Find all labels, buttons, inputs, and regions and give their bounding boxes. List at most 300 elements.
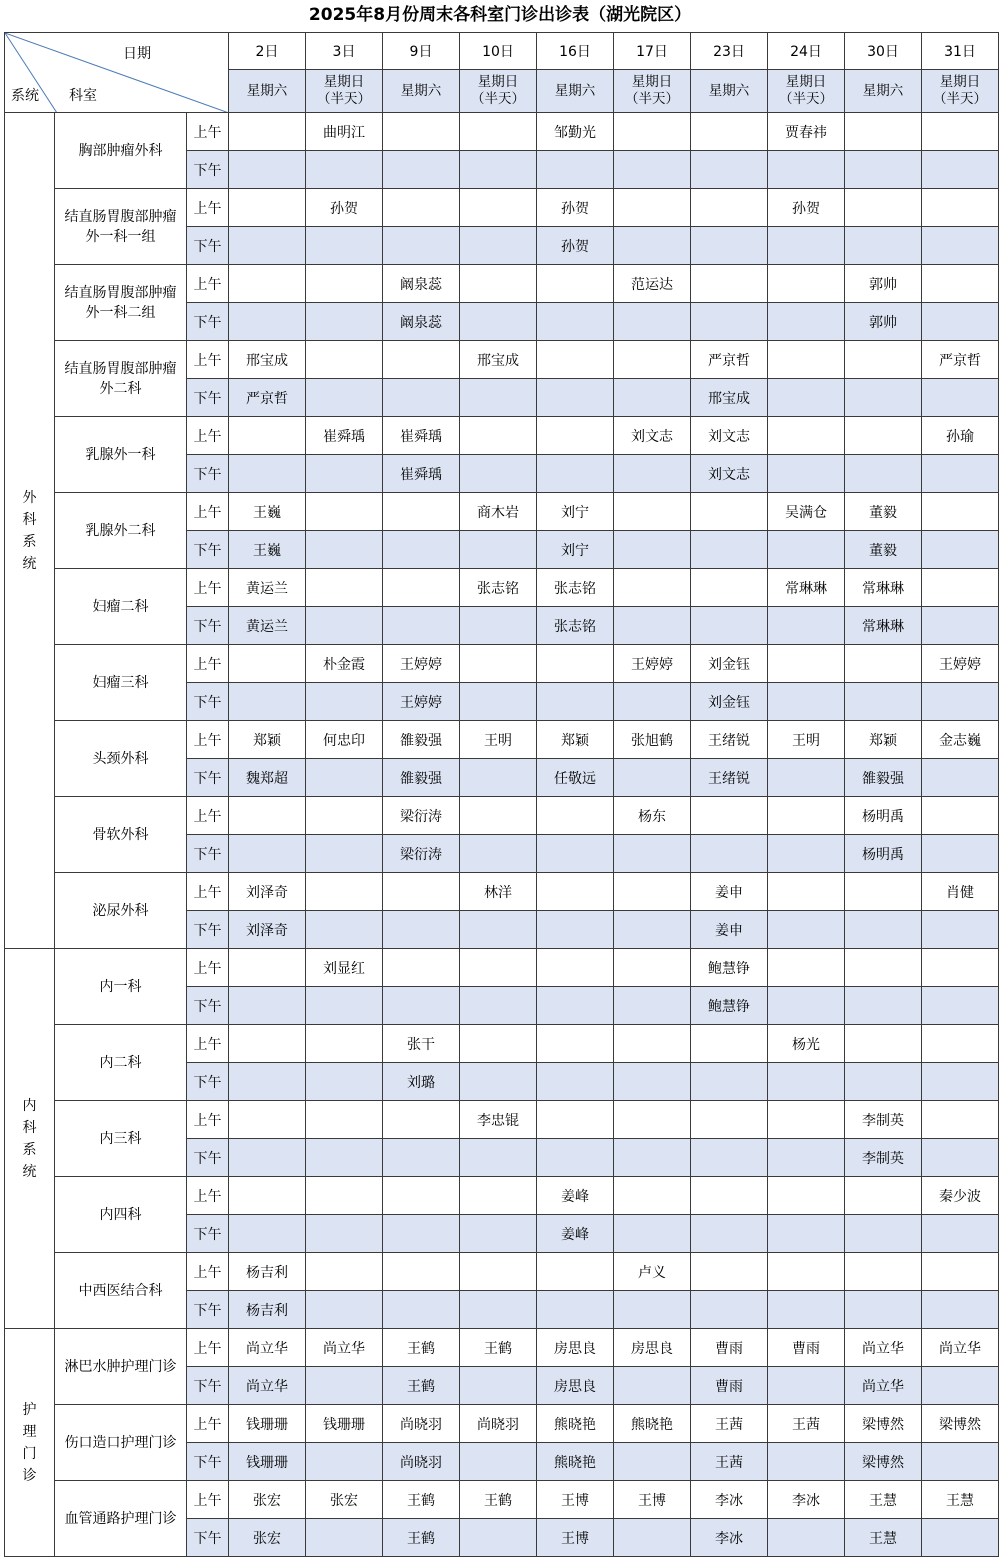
doctor-cell: 梁衍涛 <box>383 835 460 873</box>
doctor-cell: 刘宁 <box>537 493 614 531</box>
doctor-cell: 梁衍涛 <box>383 797 460 835</box>
period-am-label: 上午 <box>187 1177 229 1215</box>
doctor-cell <box>922 189 999 227</box>
doctor-cell <box>614 1177 691 1215</box>
doctor-cell <box>922 1063 999 1101</box>
doctor-cell <box>460 1367 537 1405</box>
doctor-cell <box>306 151 383 189</box>
doctor-cell: 孙贺 <box>306 189 383 227</box>
doctor-cell <box>691 1063 768 1101</box>
system-name-cell <box>5 113 55 949</box>
weekday-name: 星期六 <box>708 82 750 99</box>
doctor-cell <box>306 1101 383 1139</box>
doctor-cell: 王婷婷 <box>383 683 460 721</box>
doctor-cell: 郭帅 <box>845 303 922 341</box>
doctor-cell: 梁博然 <box>845 1405 922 1443</box>
doctor-cell <box>306 911 383 949</box>
period-am-label: 上午 <box>187 721 229 759</box>
doctor-cell <box>768 1253 845 1291</box>
doctor-cell <box>691 1139 768 1177</box>
doctor-cell <box>845 683 922 721</box>
doctor-cell <box>691 797 768 835</box>
doctor-cell <box>383 113 460 151</box>
doctor-cell <box>922 113 999 151</box>
doctor-cell: 王茜 <box>691 1405 768 1443</box>
weekday-name: 星期日 <box>477 74 519 90</box>
doctor-cell <box>306 303 383 341</box>
department-name: 内三科 <box>55 1101 187 1177</box>
doctor-cell <box>229 1215 306 1253</box>
doctor-cell <box>537 683 614 721</box>
doctor-cell <box>922 987 999 1025</box>
doctor-cell <box>537 797 614 835</box>
doctor-cell: 黄运兰 <box>229 569 306 607</box>
doctor-cell: 王鹤 <box>383 1367 460 1405</box>
system-name: 内科系统 <box>22 1097 37 1180</box>
doctor-cell: 雒毅强 <box>383 721 460 759</box>
period-pm-label: 下午 <box>187 303 229 341</box>
doctor-cell <box>845 911 922 949</box>
doctor-cell <box>460 151 537 189</box>
doctor-cell: 刘宁 <box>537 531 614 569</box>
doctor-cell <box>922 1443 999 1481</box>
period-pm-label: 下午 <box>187 911 229 949</box>
doctor-cell <box>768 1367 845 1405</box>
doctor-cell <box>922 151 999 189</box>
period-pm-label: 下午 <box>187 379 229 417</box>
doctor-cell <box>768 531 845 569</box>
doctor-cell: 张宏 <box>229 1481 306 1519</box>
doctor-cell <box>460 531 537 569</box>
doctor-cell <box>460 417 537 455</box>
doctor-cell: 林洋 <box>460 873 537 911</box>
doctor-cell <box>691 493 768 531</box>
doctor-cell <box>383 151 460 189</box>
weekday-header-cell <box>306 70 383 113</box>
system-name-cell <box>5 949 55 1329</box>
doctor-cell: 贾春祎 <box>768 113 845 151</box>
doctor-cell <box>922 607 999 645</box>
dept-header-label: 科室 <box>69 88 97 104</box>
department-name: 淋巴水肿护理门诊 <box>55 1329 187 1405</box>
doctor-cell <box>460 797 537 835</box>
doctor-cell: 常琳琳 <box>768 569 845 607</box>
doctor-cell: 杨光 <box>768 1025 845 1063</box>
doctor-cell <box>922 797 999 835</box>
doctor-cell: 董毅 <box>845 493 922 531</box>
doctor-cell: 刘璐 <box>383 1063 460 1101</box>
doctor-cell: 尚晓羽 <box>383 1405 460 1443</box>
doctor-cell <box>537 987 614 1025</box>
doctor-cell <box>306 1443 383 1481</box>
doctor-cell: 熊晓艳 <box>537 1405 614 1443</box>
doctor-cell: 刘金钰 <box>691 683 768 721</box>
doctor-cell <box>768 379 845 417</box>
doctor-cell <box>229 1025 306 1063</box>
doctor-cell: 尚立华 <box>845 1329 922 1367</box>
date-header-cell: 17日 <box>614 33 691 70</box>
doctor-cell <box>768 987 845 1025</box>
schedule-row <box>5 417 999 455</box>
doctor-cell: 黄运兰 <box>229 607 306 645</box>
doctor-cell <box>229 835 306 873</box>
doctor-cell <box>229 265 306 303</box>
doctor-cell <box>614 987 691 1025</box>
doctor-cell: 鲍慧铮 <box>691 987 768 1025</box>
doctor-cell <box>460 835 537 873</box>
doctor-cell: 崔舜瑀 <box>306 417 383 455</box>
doctor-cell <box>845 1025 922 1063</box>
doctor-cell <box>383 987 460 1025</box>
doctor-cell <box>460 607 537 645</box>
period-am-label: 上午 <box>187 189 229 227</box>
period-am-label: 上午 <box>187 265 229 303</box>
doctor-cell: 严京哲 <box>229 379 306 417</box>
weekday-header-cell <box>768 70 845 113</box>
schedule-row <box>5 1481 999 1519</box>
period-am-label: 上午 <box>187 645 229 683</box>
doctor-cell <box>691 265 768 303</box>
date-header-cell: 30日 <box>845 33 922 70</box>
doctor-cell: 王博 <box>537 1519 614 1557</box>
doctor-cell <box>537 341 614 379</box>
doctor-cell <box>768 1101 845 1139</box>
doctor-cell: 杨明禹 <box>845 797 922 835</box>
department-name: 内一科 <box>55 949 187 1025</box>
doctor-cell <box>845 949 922 987</box>
doctor-cell <box>922 759 999 797</box>
doctor-cell <box>614 569 691 607</box>
doctor-cell <box>768 1291 845 1329</box>
doctor-cell <box>537 1063 614 1101</box>
doctor-cell: 王明 <box>768 721 845 759</box>
doctor-cell <box>537 1253 614 1291</box>
doctor-cell: 孙贺 <box>768 189 845 227</box>
doctor-cell: 商木岩 <box>460 493 537 531</box>
doctor-cell <box>460 189 537 227</box>
doctor-cell <box>229 417 306 455</box>
doctor-cell: 张志铭 <box>537 607 614 645</box>
department-name: 结直肠胃腹部肿瘤外二科 <box>55 341 187 417</box>
doctor-cell <box>845 1253 922 1291</box>
period-pm-label: 下午 <box>187 1443 229 1481</box>
doctor-cell: 杨吉利 <box>229 1291 306 1329</box>
date-header-cell: 24日 <box>768 33 845 70</box>
doctor-cell <box>460 1253 537 1291</box>
doctor-cell: 王鹤 <box>383 1329 460 1367</box>
schedule-row <box>5 1253 999 1291</box>
doctor-cell: 王鹤 <box>383 1481 460 1519</box>
department-name: 内四科 <box>55 1177 187 1253</box>
doctor-cell: 王慧 <box>922 1481 999 1519</box>
doctor-cell: 尚晓羽 <box>460 1405 537 1443</box>
doctor-cell <box>229 303 306 341</box>
period-am-label: 上午 <box>187 1101 229 1139</box>
department-name: 乳腺外二科 <box>55 493 187 569</box>
doctor-cell: 郑颖 <box>537 721 614 759</box>
doctor-cell <box>768 683 845 721</box>
doctor-cell <box>306 987 383 1025</box>
doctor-cell <box>229 227 306 265</box>
doctor-cell: 王鹤 <box>383 1519 460 1557</box>
doctor-cell <box>768 341 845 379</box>
weekday-name: 星期日 <box>631 74 673 90</box>
period-pm-label: 下午 <box>187 835 229 873</box>
doctor-cell <box>229 1063 306 1101</box>
doctor-cell: 尚立华 <box>229 1367 306 1405</box>
doctor-cell: 熊晓艳 <box>614 1405 691 1443</box>
doctor-cell: 鲍慧铮 <box>691 949 768 987</box>
doctor-cell: 雒毅强 <box>845 759 922 797</box>
doctor-cell <box>768 227 845 265</box>
doctor-cell <box>845 227 922 265</box>
department-name: 妇瘤三科 <box>55 645 187 721</box>
doctor-cell <box>306 1291 383 1329</box>
doctor-cell: 魏郑超 <box>229 759 306 797</box>
doctor-cell: 李制英 <box>845 1101 922 1139</box>
doctor-cell <box>460 1519 537 1557</box>
doctor-cell: 曹雨 <box>768 1329 845 1367</box>
doctor-cell <box>306 1367 383 1405</box>
doctor-cell <box>614 1139 691 1177</box>
doctor-cell <box>614 873 691 911</box>
weekday-header-cell <box>614 70 691 113</box>
doctor-cell: 卢义 <box>614 1253 691 1291</box>
doctor-cell: 王鹤 <box>460 1481 537 1519</box>
doctor-cell <box>460 949 537 987</box>
doctor-cell: 刘文志 <box>691 455 768 493</box>
doctor-cell <box>460 379 537 417</box>
period-am-label: 上午 <box>187 1025 229 1063</box>
doctor-cell <box>614 1443 691 1481</box>
doctor-cell: 董毅 <box>845 531 922 569</box>
doctor-cell <box>383 531 460 569</box>
doctor-cell <box>614 189 691 227</box>
period-am-label: 上午 <box>187 949 229 987</box>
period-am-label: 上午 <box>187 1405 229 1443</box>
doctor-cell: 金志巍 <box>922 721 999 759</box>
doctor-cell <box>306 607 383 645</box>
doctor-cell: 吴满仓 <box>768 493 845 531</box>
doctor-cell <box>922 493 999 531</box>
period-pm-label: 下午 <box>187 1367 229 1405</box>
period-am-label: 上午 <box>187 341 229 379</box>
doctor-cell <box>383 911 460 949</box>
period-pm-label: 下午 <box>187 531 229 569</box>
doctor-cell <box>768 949 845 987</box>
period-am-label: 上午 <box>187 417 229 455</box>
doctor-cell <box>768 759 845 797</box>
doctor-cell <box>768 645 845 683</box>
doctor-cell <box>691 189 768 227</box>
doctor-cell <box>460 303 537 341</box>
doctor-cell <box>614 949 691 987</box>
doctor-cell: 姜申 <box>691 911 768 949</box>
doctor-cell <box>537 1025 614 1063</box>
doctor-cell <box>306 1215 383 1253</box>
doctor-cell <box>306 683 383 721</box>
doctor-cell <box>768 1443 845 1481</box>
doctor-cell <box>768 303 845 341</box>
schedule-row <box>5 1405 999 1443</box>
date-header-cell: 3日 <box>306 33 383 70</box>
schedule-row <box>5 493 999 531</box>
doctor-cell: 王茜 <box>691 1443 768 1481</box>
department-name: 内二科 <box>55 1025 187 1101</box>
period-am-label: 上午 <box>187 1481 229 1519</box>
doctor-cell <box>460 987 537 1025</box>
doctor-cell <box>691 303 768 341</box>
doctor-cell <box>922 911 999 949</box>
doctor-cell <box>922 1101 999 1139</box>
doctor-cell: 王巍 <box>229 493 306 531</box>
doctor-cell: 房思良 <box>537 1329 614 1367</box>
weekday-header-cell <box>383 70 460 113</box>
schedule-row <box>5 721 999 759</box>
period-pm-label: 下午 <box>187 151 229 189</box>
doctor-cell <box>614 759 691 797</box>
weekday-name: 星期六 <box>400 82 442 99</box>
doctor-cell <box>845 113 922 151</box>
doctor-cell <box>229 987 306 1025</box>
doctor-cell: 尚立华 <box>922 1329 999 1367</box>
doctor-cell <box>614 1063 691 1101</box>
doctor-cell <box>460 113 537 151</box>
doctor-cell <box>229 1139 306 1177</box>
system-header-label: 系统 <box>11 88 39 104</box>
doctor-cell: 钱珊珊 <box>229 1443 306 1481</box>
doctor-cell <box>383 1139 460 1177</box>
half-day-note: （半天） <box>625 91 680 107</box>
doctor-cell <box>306 569 383 607</box>
period-am-label: 上午 <box>187 113 229 151</box>
date-header-cell: 31日 <box>922 33 999 70</box>
date-header-cell: 2日 <box>229 33 306 70</box>
doctor-cell <box>614 1101 691 1139</box>
doctor-cell <box>768 1215 845 1253</box>
doctor-cell <box>768 607 845 645</box>
doctor-cell: 阚泉蕊 <box>383 265 460 303</box>
doctor-cell <box>229 1101 306 1139</box>
doctor-cell: 秦少波 <box>922 1177 999 1215</box>
doctor-cell <box>845 417 922 455</box>
doctor-cell <box>383 1291 460 1329</box>
doctor-cell <box>845 873 922 911</box>
doctor-cell: 范运达 <box>614 265 691 303</box>
doctor-cell <box>845 151 922 189</box>
doctor-cell <box>383 341 460 379</box>
doctor-cell <box>614 113 691 151</box>
doctor-cell <box>845 1177 922 1215</box>
doctor-cell <box>614 1367 691 1405</box>
weekday-name: 星期日 <box>939 74 981 90</box>
department-name: 骨软外科 <box>55 797 187 873</box>
doctor-cell <box>614 911 691 949</box>
period-am-label: 上午 <box>187 569 229 607</box>
doctor-cell: 王婷婷 <box>614 645 691 683</box>
period-am-label: 上午 <box>187 873 229 911</box>
doctor-cell <box>537 911 614 949</box>
doctor-cell <box>537 835 614 873</box>
doctor-cell <box>229 189 306 227</box>
schedule-row <box>5 341 999 379</box>
schedule-row <box>5 265 999 303</box>
doctor-cell <box>460 265 537 303</box>
doctor-cell <box>460 1139 537 1177</box>
doctor-cell <box>537 1291 614 1329</box>
doctor-cell <box>229 113 306 151</box>
doctor-cell <box>306 531 383 569</box>
date-header-label: 日期 <box>123 46 151 62</box>
doctor-cell <box>614 1215 691 1253</box>
doctor-cell: 王绪锐 <box>691 721 768 759</box>
doctor-cell: 曹雨 <box>691 1329 768 1367</box>
doctor-cell <box>306 227 383 265</box>
department-name: 结直肠胃腹部肿瘤外一科二组 <box>55 265 187 341</box>
doctor-cell <box>537 455 614 493</box>
doctor-cell <box>614 303 691 341</box>
doctor-cell <box>306 835 383 873</box>
doctor-cell: 任敬远 <box>537 759 614 797</box>
doctor-cell <box>922 835 999 873</box>
doctor-cell: 杨吉利 <box>229 1253 306 1291</box>
doctor-cell <box>845 189 922 227</box>
doctor-cell <box>691 227 768 265</box>
period-pm-label: 下午 <box>187 1215 229 1253</box>
doctor-cell <box>691 1101 768 1139</box>
doctor-cell: 李忠锟 <box>460 1101 537 1139</box>
doctor-cell <box>922 1025 999 1063</box>
doctor-cell: 孙贺 <box>537 227 614 265</box>
schedule-row <box>5 569 999 607</box>
doctor-cell <box>383 1253 460 1291</box>
doctor-cell <box>306 1177 383 1215</box>
weekday-name: 星期日 <box>785 74 827 90</box>
doctor-cell <box>922 1367 999 1405</box>
doctor-cell <box>845 379 922 417</box>
doctor-cell: 梁博然 <box>922 1405 999 1443</box>
date-header-cell: 9日 <box>383 33 460 70</box>
schedule-row <box>5 189 999 227</box>
doctor-cell <box>383 189 460 227</box>
doctor-cell: 王明 <box>460 721 537 759</box>
schedule-row <box>5 873 999 911</box>
weekday-header-cell <box>845 70 922 113</box>
doctor-cell <box>537 949 614 987</box>
half-day-note: （半天） <box>779 91 834 107</box>
doctor-cell: 王婷婷 <box>383 645 460 683</box>
doctor-cell: 崔舜瑀 <box>383 417 460 455</box>
date-header-cell: 10日 <box>460 33 537 70</box>
doctor-cell: 房思良 <box>614 1329 691 1367</box>
doctor-cell <box>691 1291 768 1329</box>
doctor-cell <box>691 835 768 873</box>
doctor-cell <box>383 607 460 645</box>
doctor-cell <box>460 759 537 797</box>
doctor-cell: 尚立华 <box>845 1367 922 1405</box>
doctor-cell: 刘泽奇 <box>229 873 306 911</box>
doctor-cell <box>691 607 768 645</box>
doctor-cell <box>614 493 691 531</box>
doctor-cell <box>922 227 999 265</box>
doctor-cell: 李冰 <box>768 1481 845 1519</box>
doctor-cell <box>229 683 306 721</box>
doctor-cell: 王慧 <box>845 1519 922 1557</box>
schedule-row <box>5 645 999 683</box>
doctor-cell: 邢宝成 <box>460 341 537 379</box>
department-name: 中西医结合科 <box>55 1253 187 1329</box>
doctor-cell <box>922 379 999 417</box>
